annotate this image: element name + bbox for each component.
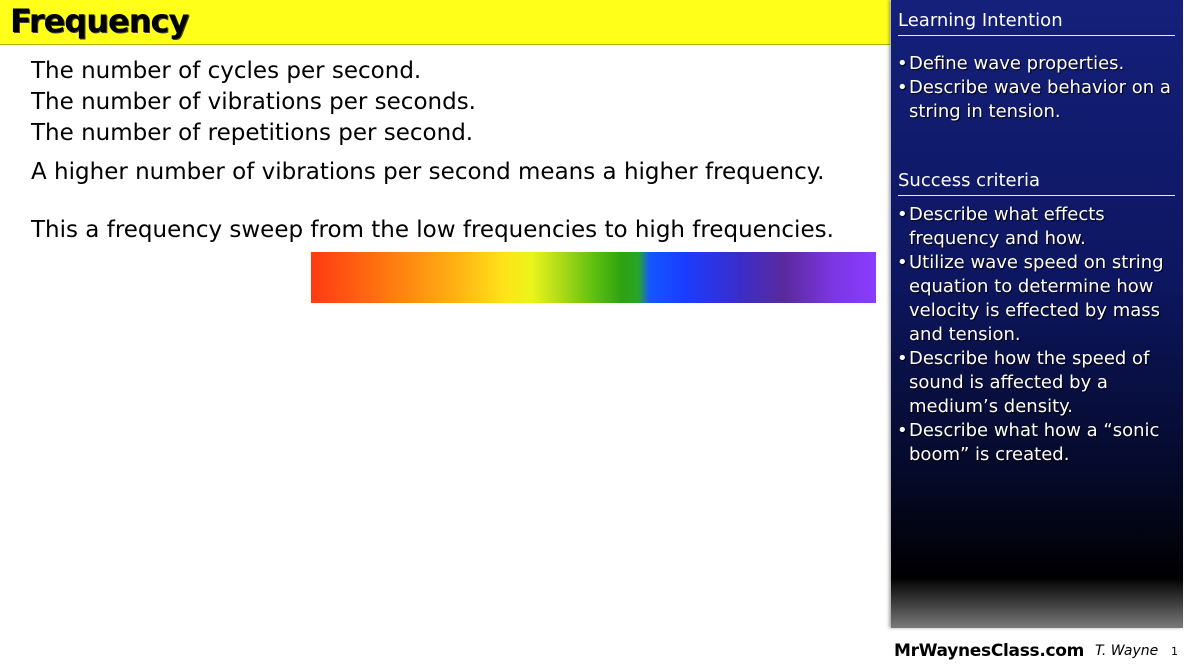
bullet-icon: • xyxy=(897,77,908,98)
frequency-sweep-bar xyxy=(311,252,876,303)
objectives-panel xyxy=(891,0,1183,628)
definition-line-1: The number of cycles per second. xyxy=(31,58,422,84)
list-item: • Describe how the speed of sound is affected by a medium’s density. xyxy=(897,348,1150,417)
learning-intention-list xyxy=(897,52,1177,124)
footer-author: T. Wayne xyxy=(1095,643,1159,659)
bullet-icon: • xyxy=(897,420,908,441)
learning-intention-heading: Learning Intention xyxy=(898,9,1175,36)
title-bar xyxy=(0,0,890,45)
list-item: • Utilize wave speed on string equation to determine how velocity is effected by mass and tension. xyxy=(897,252,1164,345)
bullet-icon: • xyxy=(897,348,908,369)
sweep-description: This a frequency sweep from the low frequencies to high frequencies. xyxy=(31,217,834,243)
bullet-icon: • xyxy=(897,53,908,74)
slide-content xyxy=(31,56,834,246)
slide-title: Frequency xyxy=(10,2,189,40)
bullet-icon: • xyxy=(897,252,908,273)
list-item: • Describe what how a “sonic boom” is created. xyxy=(897,420,1160,465)
higher-frequency-line: A higher number of vibrations per second means a higher frequency. xyxy=(31,159,825,185)
page-number: 1 xyxy=(1171,645,1178,658)
definition-line-2: The number of vibrations per seconds. xyxy=(31,89,476,115)
success-criteria-list xyxy=(897,203,1177,467)
bullet-icon: • xyxy=(897,204,908,225)
list-item: • Describe what effects frequency and how. xyxy=(897,204,1105,249)
definition-line-3: The number of repetitions per second. xyxy=(31,120,474,146)
footer-brand: MrWaynesClass.com xyxy=(894,641,1085,661)
list-item: • Describe wave behavior on a string in tension. xyxy=(897,77,1171,122)
list-item: • Define wave properties. xyxy=(897,53,1125,74)
success-criteria-heading: Success criteria xyxy=(898,169,1175,196)
